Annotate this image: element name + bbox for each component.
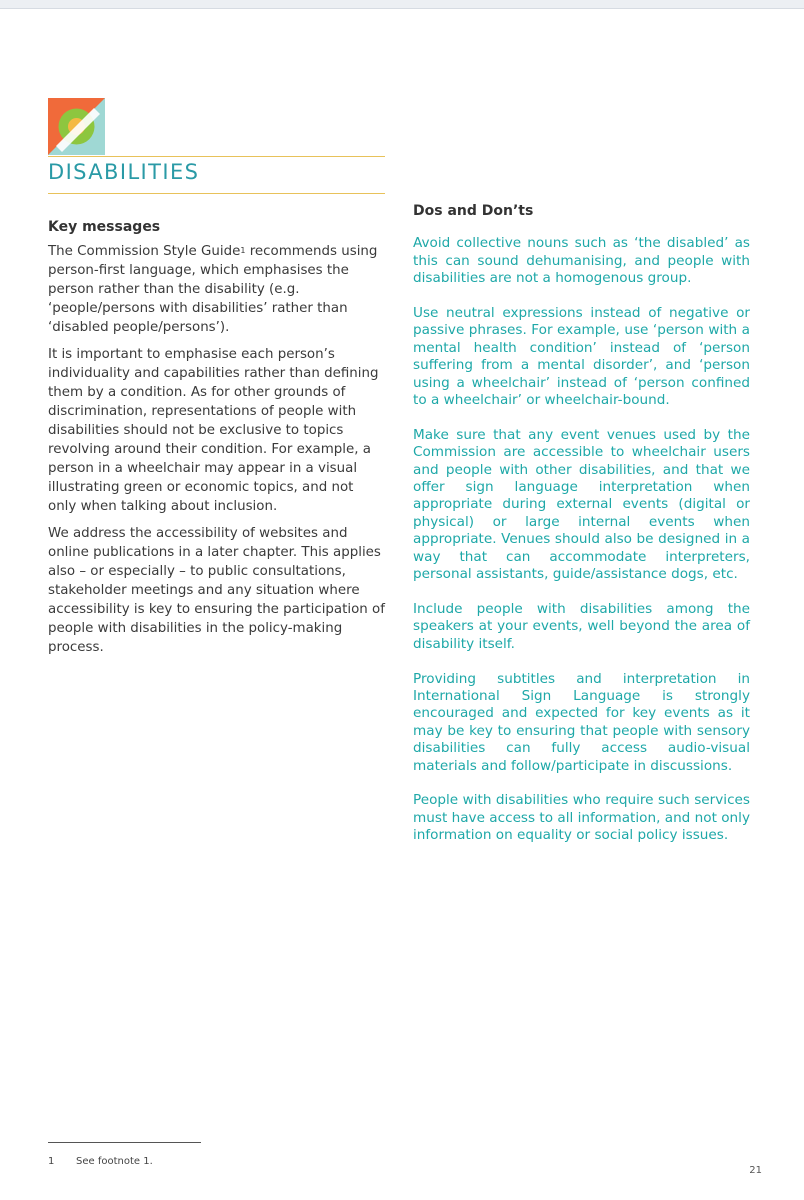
dos-donts-item: People with disabilities who require such services must have access to all information, and not only information on equality or social policy issues. xyxy=(413,792,750,844)
dos-donts-item: Include people with disabilities among the speakers at your events, well beyond the area of disability itself. xyxy=(413,600,750,652)
footnote-reference: 1 xyxy=(240,246,246,255)
section-logo-icon xyxy=(48,98,105,155)
key-messages-paragraph-1-end: recommends using person-first language, which emphasises the person rather than the disability (e.g. ‘people/persons with disabilities’ rather than ‘disabled people/persons’). xyxy=(48,244,378,335)
key-messages-column xyxy=(48,218,385,665)
footnote xyxy=(48,1156,153,1167)
footnote-number: 1 xyxy=(48,1156,55,1167)
dos-donts-item: Avoid collective nouns such as ‘the disabled’ as this can sound dehumanising, and people with disabilities are not a homogenous group. xyxy=(413,235,750,287)
key-messages-heading: Key messages xyxy=(48,219,161,235)
footnote-separator xyxy=(48,1142,201,1143)
title-top-rule xyxy=(48,156,385,157)
top-bar xyxy=(0,0,804,9)
dos-donts-item: Providing subtitles and interpretation in International Sign Language is strongly encouraged and expected for key events as it may be key to ensuring that people with sensory disabilities can fully access audio-visual materials and follow/participate in discussions. xyxy=(413,670,750,774)
key-messages-paragraph-1 xyxy=(48,242,385,337)
key-messages-paragraph-2: It is important to emphasise each person’s individuality and capabilities rather than defining them by a condition. As for other grounds of discrimination, representations of people with disabilities should not be exclusive to topics revolving around their condition. For example, a person in a wheelchair may appear in a visual illustrating green or economic topics, and not only when talking about inclusion. xyxy=(48,347,379,514)
dos-donts-column xyxy=(413,203,750,862)
page-number: 21 xyxy=(749,1165,762,1176)
section-title: DISABILITIES xyxy=(48,160,200,184)
key-messages-paragraph-3: We address the accessibility of websites and online publications in a later chapter. This applies also – or especially – to public consultations, stakeholder meetings and any situation where accessibility is key to ensuring the participation of people with disabilities in the policy-making process. xyxy=(48,526,385,655)
dos-donts-heading: Dos and Don’ts xyxy=(413,203,534,219)
footnote-text: See footnote 1. xyxy=(76,1156,153,1167)
dos-donts-item: Use neutral expressions instead of negative or passive phrases. For example, use ‘person with a mental health condition’ instead of ‘person suffering from a mental disorder’, and ‘person using a wheelchair’ instead of ‘person confined to a wheelchair’ or wheelchair-bound. xyxy=(413,305,750,409)
key-messages-paragraph-1-start: The Commission Style Guide xyxy=(48,244,241,259)
dos-donts-item: Make sure that any event venues used by the Commission are accessible to wheelchair users and people with other disabilities, and that we offer sign language interpretation when appropriate during external events (digital or physical) or large internal events when appropriate. Venues should also be designed in a way that can accommodate interpreters, personal assistants, guide/assistance dogs, etc. xyxy=(413,426,750,583)
title-bottom-rule xyxy=(48,193,385,194)
